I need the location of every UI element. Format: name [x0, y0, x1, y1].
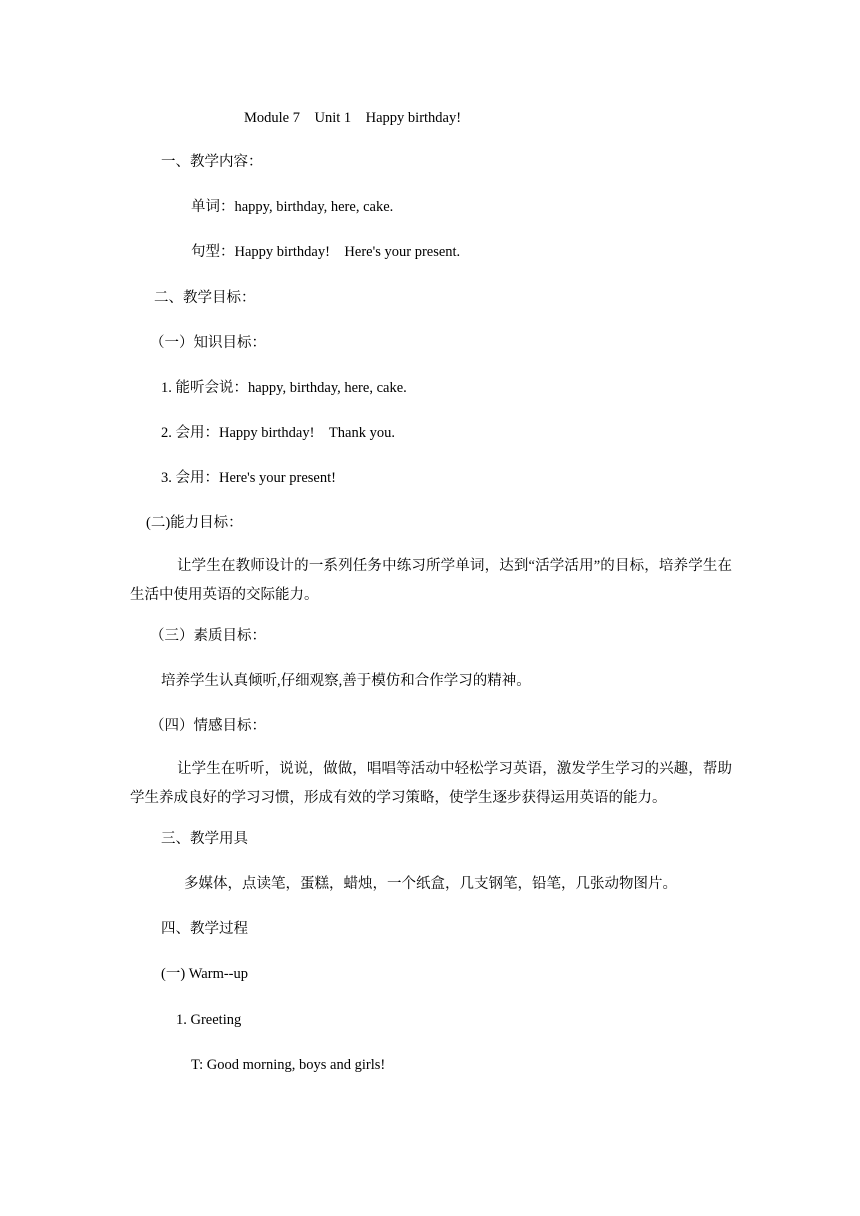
quality-goals-text: 培养学生认真倾听,仔细观察,善于模仿和合作学习的精神。 — [161, 673, 531, 689]
teacher-dialogue-line: T: Good morning, boys and girls! — [191, 1057, 386, 1073]
section-heading-teaching-content: 一、教学内容： — [161, 154, 263, 170]
knowledge-goal-3: 3. 会用：Here's your present! — [161, 470, 336, 486]
sentences-line: 句型：Happy birthday! Here's your present. — [191, 244, 461, 260]
greeting-item: 1. Greeting — [176, 1012, 242, 1028]
subheading-knowledge-goals: （一）知识目标： — [150, 335, 266, 351]
warmup-heading: (一) Warm--up — [161, 966, 249, 982]
knowledge-goal-1: 1. 能听会说：happy, birthday, here, cake. — [161, 380, 407, 396]
document-title: Module 7 Unit 1 Happy birthday! — [244, 110, 462, 126]
section-heading-teaching-aids: 三、教学用具 — [161, 831, 248, 847]
section-heading-teaching-process: 四、教学过程 — [161, 921, 248, 937]
ability-goals-text: 让学生在教师设计的一系列任务中练习所学单词，达到“活学活用”的目标，培养学生在生活中使用英语的交际能力。 — [130, 558, 732, 603]
words-line: 单词：happy, birthday, here, cake. — [191, 199, 394, 215]
knowledge-goal-2: 2. 会用：Happy birthday! Thank you. — [161, 425, 395, 441]
subheading-quality-goals: （三）素质目标： — [150, 628, 266, 644]
subheading-ability-goals: (二)能力目标： — [146, 515, 243, 531]
teaching-aids-text: 多媒体，点读笔，蛋糕，蜡烛，一个纸盒，几支钢笔，铅笔，几张动物图片。 — [184, 876, 677, 892]
subheading-emotion-goals: （四）情感目标： — [150, 718, 266, 734]
section-heading-teaching-goals: 二、教学目标： — [154, 290, 256, 306]
emotion-goals-text: 让学生在听听，说说，做做，唱唱等活动中轻松学习英语，激发学生学习的兴趣，帮助学生养成良好的学习习惯，形成有效的学习策略，使学生逐步获得运用英语的能力。 — [130, 761, 732, 806]
